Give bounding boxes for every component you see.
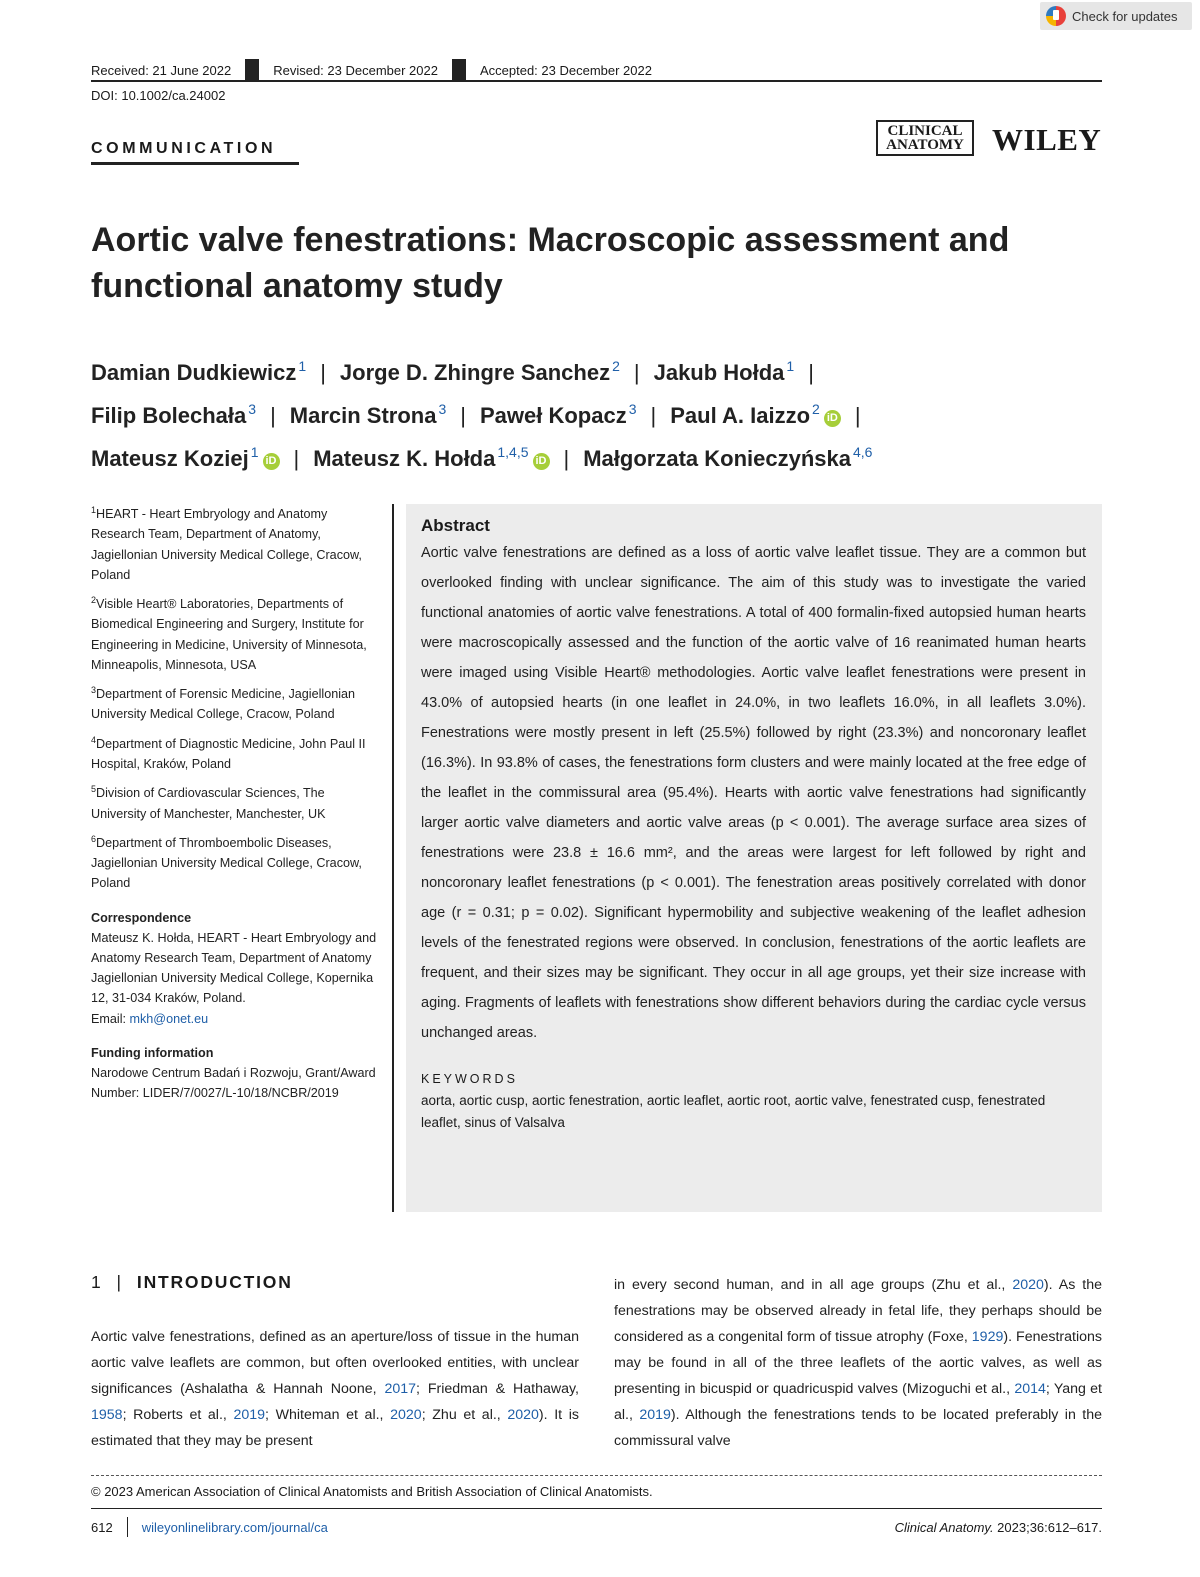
- introduction-text-right: [614, 1272, 1102, 1454]
- author-separator: |: [293, 446, 300, 471]
- body-text: in every second human, and in all age groups (Zhu et al.,: [614, 1277, 1013, 1293]
- reference-link[interactable]: 2014: [1014, 1381, 1046, 1397]
- body-text: ). Fenestrations may be found in all of the three leaflets of the aortic valves, as well as presenting in bicuspid or quadricuspid valves (Mizoguchi et al.,: [614, 1329, 1102, 1397]
- publisher-logo: WILEY: [992, 122, 1102, 157]
- author: [480, 403, 637, 428]
- affiliation-text: Visible Heart® Laboratories, Departments of Biomedical Engineering and Surgery, Institute for Engineering in Medicine, University of Minnesota, Minneapolis, Minnesota, USA: [91, 597, 367, 672]
- heading-separator: |: [116, 1272, 123, 1292]
- page-number: 612: [91, 1519, 113, 1535]
- received-date: Received: 21 June 2022: [91, 62, 232, 78]
- affiliation-number: 3: [91, 685, 97, 695]
- body-text: ; Zhu et al.,: [421, 1407, 508, 1423]
- header-rule: [91, 80, 1102, 82]
- journal-logo: CLINICAL ANATOMY: [876, 120, 974, 156]
- affiliation: [91, 779, 381, 824]
- author: [313, 446, 549, 471]
- reference-link[interactable]: 1958: [91, 1407, 123, 1423]
- affiliation-text: Department of Thromboembolic Diseases, Jagiellonian University Medical College, Cracow, Poland: [91, 835, 362, 891]
- body-text: ; Whiteman et al.,: [265, 1407, 391, 1423]
- author: [340, 360, 620, 385]
- author-affiliation-ref[interactable]: 1: [298, 358, 307, 374]
- affiliation-list: [91, 500, 381, 894]
- author-name[interactable]: Mateusz Koziej: [91, 446, 249, 471]
- body-text: ). It is estimated that they may be present: [91, 1407, 579, 1449]
- body-text: Aortic valve fenestrations, defined as an aperture/loss of tissue in the human aortic valve leaflets are common, but often overlooked entities, with unclear significances (Ashalatha & Hannah Noone,: [91, 1329, 579, 1397]
- reference-link[interactable]: 2019: [233, 1407, 266, 1423]
- introduction-heading: [91, 1272, 293, 1293]
- author: [654, 360, 795, 385]
- author-name[interactable]: Jorge D. Zhingre Sanchez: [339, 360, 611, 385]
- copyright-notice: © 2023 American Association of Clinical Anatomists and British Association of Clinical Anatomists.: [91, 1484, 653, 1499]
- author: [670, 403, 841, 428]
- affiliation: [91, 590, 381, 675]
- orcid-icon[interactable]: iD: [263, 453, 280, 470]
- article-type: COMMUNICATION: [91, 140, 277, 157]
- author-separator: |: [270, 403, 276, 428]
- author-separator: |: [854, 403, 861, 428]
- footer-rule: [91, 1508, 1102, 1509]
- author: [91, 446, 280, 471]
- body-text: ; Yang et al.,: [614, 1381, 1102, 1423]
- reference-link[interactable]: 1929: [971, 1329, 1004, 1345]
- author-name[interactable]: Damian Dudkiewicz: [91, 360, 297, 385]
- journal-name: Clinical Anatomy.: [894, 1519, 994, 1535]
- affiliation: [91, 829, 381, 894]
- reference-link[interactable]: 2019: [639, 1407, 671, 1423]
- author: [91, 403, 256, 428]
- author-separator: |: [633, 360, 640, 385]
- author-name[interactable]: Marcin Strona: [289, 403, 437, 428]
- reference-link[interactable]: 2020: [1012, 1277, 1044, 1293]
- reference-link[interactable]: 2020: [507, 1407, 539, 1423]
- author-affiliation-ref[interactable]: 2: [612, 358, 620, 374]
- correspondence-text: Mateusz K. Hołda, HEART - Heart Embryology and Anatomy Research Team, Department of Anatomy Jagiellonian University Medical College, Kopernika 12, 31-034 Kraków, Poland.: [91, 930, 377, 1006]
- body-text: ). Although the fenestrations tends to be located preferably in the commissural valve: [614, 1407, 1102, 1449]
- author-affiliation-ref[interactable]: 4,6: [852, 444, 873, 460]
- author-separator: |: [808, 360, 814, 385]
- affiliation-text: Department of Diagnostic Medicine, John Paul II Hospital, Kraków, Poland: [91, 736, 366, 771]
- author-name[interactable]: Paul A. Iaizzo: [670, 403, 811, 428]
- author-name[interactable]: Jakub Hołda: [653, 360, 785, 385]
- author-name[interactable]: Paweł Kopacz: [480, 403, 627, 428]
- article-title: Aortic valve fenestrations: Macroscopic assessment and functional anatomy study: [91, 221, 1010, 305]
- author: [290, 403, 447, 428]
- revised-date: Revised: 23 December 2022: [273, 62, 438, 78]
- article-history: [91, 58, 1102, 82]
- keywords-heading: KEYWORDS: [421, 1072, 518, 1086]
- affiliations-column: [91, 500, 381, 1103]
- affiliation-number: 4: [91, 734, 97, 745]
- author-affiliation-ref[interactable]: 3: [438, 401, 447, 417]
- orcid-icon[interactable]: iD: [824, 410, 841, 427]
- article-type-underline: [91, 162, 299, 165]
- divider: [245, 59, 259, 81]
- journal-url-link[interactable]: wileyonlinelibrary.com/journal/ca: [141, 1519, 328, 1535]
- author-affiliation-ref[interactable]: 1: [786, 358, 795, 374]
- author-separator: |: [563, 446, 570, 471]
- check-for-updates-label: Check for updates: [1072, 8, 1178, 24]
- journal-citation: [895, 1520, 1102, 1535]
- divider: [127, 1517, 128, 1537]
- reference-link[interactable]: 2017: [384, 1381, 416, 1397]
- accepted-date: Accepted: 23 December 2022: [479, 62, 652, 78]
- orcid-icon[interactable]: iD: [533, 453, 550, 470]
- affiliation: [91, 680, 381, 725]
- abstract-text: Aortic valve fenestrations are defined as a loss of aortic valve leaflet tissue. They are a common but overlooked finding with unclear significance. The aim of this study was to investigate the varied functional anatomies of aortic valve fenestrations. A total of 400 formalin-fixed autopsied human hearts were macroscopically assessed and the function of the aortic valve of 16 reanimated human hearts were imaged using Visible Heart® methodologies. Aortic valve leaflet fenestrations were present in 43.0% of autopsied hearts (in one leaflet in 24.0%, in two leaflets 16.0%, in all leaflets 3.0%). Fenestrations were mostly present in left (25.5%) followed by right (23.3%) and noncoronary leaflet (16.3%). In 93.8% of cases, the fenestrations form clusters and were mainly located at the free edge of the leaflet in the commissural area (95.4%). Hearts with aortic valve fenestrations had significantly larger aortic valve diameters and aortic valve areas (p < 0.001). The average surface area sizes of fenestrations were 23.8 ± 16.6 mm², and the areas were largest for left followed by right and noncoronary leaflet fenestrations (p < 0.001). The fenestration areas positively correlated with donor age (r = 0.31; p = 0.02). Significant hypermobility and subjective weakening of the leaflet adhesion levels of the fenestrated regions were observed. In conclusion, fenestrations of the aortic leaflets are frequent, and their sizes may be significant. They occur in all age groups, yet their size increase with aging. Fragments of leaflets with fenestrations show different behaviors during the cardiac cycle versus unchanged areas.: [421, 545, 1086, 1041]
- author-name[interactable]: Filip Bolechała: [91, 403, 247, 428]
- citation-details: 2023;36:612–617.: [993, 1519, 1102, 1535]
- correspondence-heading: Correspondence: [91, 910, 192, 925]
- body-text: ; Roberts et al.,: [122, 1407, 234, 1423]
- introduction-text-left: [91, 1324, 579, 1454]
- author-affiliation-ref[interactable]: 2: [812, 401, 820, 417]
- author-affiliation-ref[interactable]: 3: [248, 401, 257, 417]
- funding-text: Narodowe Centrum Badań i Rozwoju, Grant/Award Number: LIDER/7/0027/L-10/18/NCBR/2019: [91, 1066, 376, 1101]
- affiliation-text: HEART - Heart Embryology and Anatomy Research Team, Department of Anatomy, Jagiellonian University Medical College, Cracow, Poland: [91, 507, 362, 582]
- affiliation-text: Department of Forensic Medicine, Jagiellonian University Medical College, Cracow, Poland: [91, 687, 356, 722]
- affiliation-number: 1: [91, 505, 97, 515]
- email-link[interactable]: mkh@onet.eu: [129, 1011, 209, 1026]
- author: [91, 360, 306, 385]
- body-text: ). As the fenestrations may be observed already in fetal life, they perhaps should be considered as a congenital form of tissue atrophy (Foxe,: [614, 1277, 1103, 1345]
- abstract-heading: Abstract: [421, 516, 490, 535]
- author-name[interactable]: Mateusz K. Hołda: [313, 446, 496, 471]
- page-footer: [91, 1516, 1102, 1538]
- funding-heading: Funding information: [91, 1045, 214, 1060]
- affiliation: [91, 500, 381, 585]
- author-affiliation-ref[interactable]: 3: [628, 401, 637, 417]
- author-separator: |: [650, 403, 657, 428]
- reference-link[interactable]: 2020: [390, 1407, 422, 1423]
- affiliation-text: Division of Cardiovascular Sciences, The University of Manchester, Manchester, UK: [91, 786, 326, 821]
- affiliation-number: 5: [91, 784, 97, 795]
- author-name[interactable]: Małgorzata Konieczyńska: [583, 446, 851, 471]
- body-text: ; Friedman & Hathaway,: [416, 1381, 579, 1397]
- email-label: Email:: [91, 1011, 126, 1026]
- author-separator: |: [320, 360, 326, 385]
- correspondence-email: [91, 1009, 381, 1029]
- doi: DOI: 10.1002/ca.24002: [91, 88, 226, 103]
- keywords-list: aorta, aortic cusp, aortic fenestration, aortic leaflet, aortic root, aortic valve, fenestrated cusp, fenestrated leaflet, sinus of Valsalva: [421, 1093, 1046, 1130]
- section-number: 1: [91, 1272, 103, 1292]
- author-affiliation-ref[interactable]: 1,4,5: [497, 444, 529, 460]
- affiliation: [91, 730, 381, 775]
- author-separator: |: [460, 403, 466, 428]
- divider: [452, 59, 466, 81]
- crossmark-icon: [1046, 6, 1066, 26]
- footer-dashed-rule: [91, 1475, 1102, 1476]
- abstract-box: [406, 504, 1102, 1212]
- check-for-updates-button[interactable]: [1040, 2, 1192, 30]
- affiliation-number: 6: [91, 833, 97, 844]
- section-title: INTRODUCTION: [136, 1272, 293, 1292]
- affiliation-number: 2: [91, 595, 97, 605]
- author-list: [91, 348, 1102, 477]
- author-affiliation-ref[interactable]: 1: [250, 444, 259, 460]
- abstract-divider: [392, 504, 394, 1212]
- author: [583, 446, 872, 471]
